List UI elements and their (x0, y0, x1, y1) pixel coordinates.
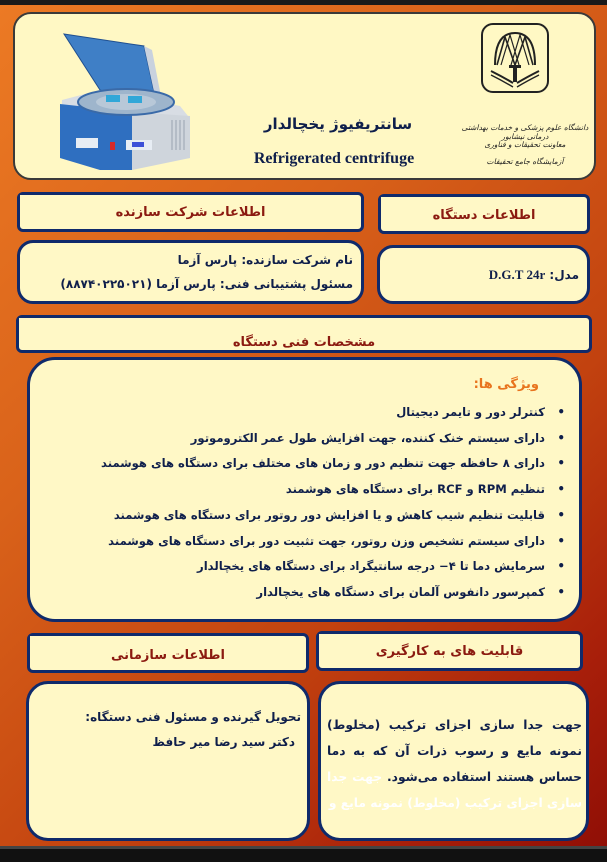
specs-heading-box (16, 315, 592, 353)
organization-heading-box (27, 633, 309, 673)
device-heading: اطلاعات دستگاه (432, 208, 536, 223)
feature-item: • دارای سیستم تشخیص وزن روتور، جهت تثبیت دور برای دستگاه های هوشمند (101, 529, 571, 555)
device-heading-box (378, 194, 590, 234)
header-panel (13, 12, 596, 180)
device-model (489, 267, 579, 283)
manufacturer-support: مسئول پشتیبانی فنی: پارس آزما (۸۸۷۴۰۲۲۵۰۲۱) (60, 277, 353, 291)
manufacturer-company: نام شرکت سازنده: پارس آزما (177, 253, 353, 267)
university-lab: آزمایشگاه جامع تحقیقات (486, 157, 564, 166)
specs-box (27, 357, 582, 622)
applications-description-faded: جهت جدا سازی اجزای ترکیب (مخلوط) نمونه مایع و (327, 770, 582, 810)
centrifuge-image (40, 20, 200, 172)
manufacturer-heading-box (17, 192, 364, 232)
feature-item: • تنظیم RPM و RCF برای دستگاه های هوشمند (101, 477, 571, 503)
applications-description: جهت جدا سازی اجزای ترکیب (مخلوط) نمونه مایع و رسوب ذرات آن که به دما حساس هستند استفاده می‌شود. (327, 718, 582, 784)
feature-item: • سرمایش دما تا ۴− درجه سانتیگراد برای دستگاه های یخچالدار (101, 554, 571, 580)
features-title: ویژگی ها: (473, 377, 539, 392)
feature-item: • دارای سیستم خنک کننده، جهت افزایش طول عمر الکتروموتور (101, 426, 571, 452)
manufacturer-heading: اطلاعات شرکت سازنده (115, 205, 266, 220)
logo-emblem-icon (483, 25, 547, 91)
model-label: مدل: (549, 268, 579, 282)
feature-item: • کنترلر دور و تایمر دیجیتال (101, 400, 571, 426)
model-value: D.G.T 24r (488, 267, 546, 282)
device-info-box (377, 245, 590, 304)
organization-heading: اطلاعات سازمانی (110, 648, 226, 663)
applications-heading: قابلیت های به کارگیری (375, 644, 524, 659)
bottom-border (0, 846, 607, 862)
applications-box (318, 681, 589, 841)
title-english: Refrigerated centrifuge (253, 150, 415, 167)
feature-item: • قابلیت تنظیم شیب کاهش و یا افزایش دور روتور برای دستگاه های هوشمند (101, 503, 571, 529)
recipient-name: دکتر سید رضا میر حافظ (152, 735, 295, 749)
feature-item: • کمپرسور دانفوس آلمان برای دستگاه های یخچالدار (101, 580, 571, 606)
university-name: دانشگاه علوم پزشکی و خدمات بهداشتی درمانی نیشابور (461, 123, 589, 141)
organization-info-box (26, 681, 310, 841)
university-deputy: معاونت تحقیقات و فناوری (484, 140, 566, 149)
top-border (0, 0, 607, 5)
manufacturer-info-box (17, 240, 364, 304)
university-logo (481, 23, 549, 93)
applications-heading-box (316, 631, 583, 671)
recipient-label: تحویل گیرنده و مسئول فنی دستگاه: (85, 710, 301, 724)
title-persian: سانتریفیوژ یخچالدار (263, 115, 413, 133)
feature-item: • دارای ۸ حافظه جهت تنظیم دور و زمان های مختلف برای دستگاه های هوشمند (101, 451, 571, 477)
specs-heading: مشخصات فنی دستگاه (232, 335, 376, 350)
features-list (101, 400, 571, 606)
applications-text (327, 712, 582, 816)
